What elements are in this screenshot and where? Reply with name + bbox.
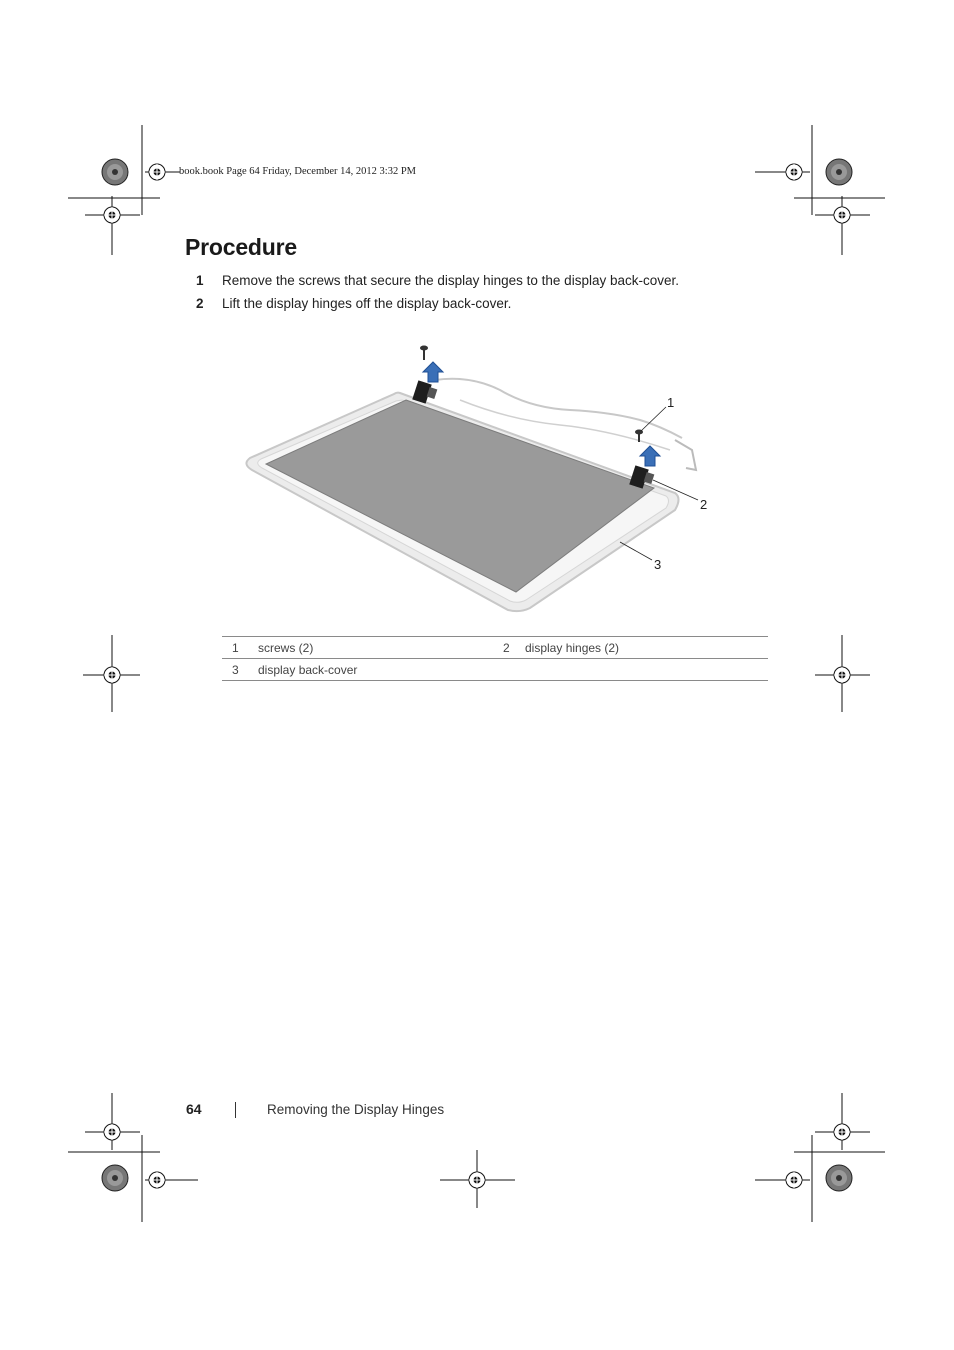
display-hinge-illustration — [230, 330, 730, 620]
legend-label — [525, 659, 768, 681]
legend-number: 1 — [222, 637, 258, 659]
callout-2: 2 — [700, 497, 708, 512]
section-title: Procedure — [185, 234, 297, 260]
legend-number — [495, 659, 525, 681]
step-text: Lift the display hinges off the display back-cover. — [222, 296, 512, 311]
step-number: 1 — [196, 273, 204, 288]
legend-label: display back-cover — [258, 659, 495, 681]
table-row — [222, 659, 768, 681]
callout-legend-table — [222, 636, 768, 681]
step-item — [196, 269, 796, 292]
legend-label: screws (2) — [258, 637, 495, 659]
hinge-left — [412, 380, 437, 403]
callout-1: 1 — [667, 395, 675, 410]
legend-number: 3 — [222, 659, 258, 681]
legend-label: display hinges (2) — [525, 637, 768, 659]
step-text: Remove the screws that secure the display hinges to the display back-cover. — [222, 273, 679, 288]
table-row — [222, 637, 768, 659]
screw-left — [420, 346, 428, 361]
procedure-steps — [196, 269, 796, 315]
callout-3: 3 — [654, 557, 662, 572]
page-number: 64 — [186, 1101, 202, 1117]
print-header-stamp: book.book Page 64 Friday, December 14, 2012 3:32 PM — [179, 166, 416, 177]
footer-divider — [235, 1102, 236, 1118]
footer-chapter-title: Removing the Display Hinges — [267, 1102, 445, 1117]
step-item — [196, 292, 796, 315]
step-number: 2 — [196, 296, 204, 311]
lift-arrow-right — [640, 446, 660, 466]
legend-number: 2 — [495, 637, 525, 659]
